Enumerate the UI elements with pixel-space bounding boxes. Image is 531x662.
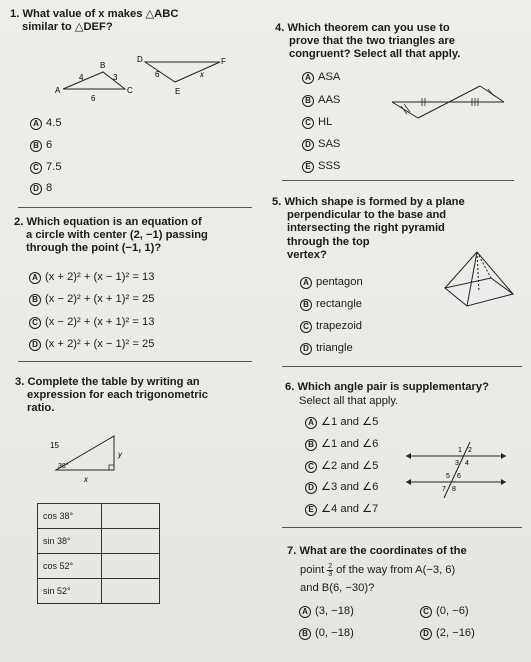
hypotenuse-label: 15 <box>50 441 59 450</box>
option-text: 8 <box>46 182 53 194</box>
angle-label-6: 6 <box>457 473 461 480</box>
question-4-option-c[interactable] <box>302 116 332 129</box>
divider <box>282 180 514 181</box>
angle-label-3: 3 <box>455 460 459 467</box>
vertex-label-a: A <box>55 86 61 95</box>
question-2-stem-line-2: a circle with center (2, −1) passing <box>26 229 208 242</box>
question-2-option-d[interactable] <box>29 338 154 351</box>
option-text: trapezoid <box>316 320 363 332</box>
question-3-stem-line-3: ratio. <box>27 402 55 415</box>
adjacent-label: x <box>84 475 88 484</box>
table-row-label: cos 38° <box>38 504 102 529</box>
option-text: ASA <box>318 71 341 83</box>
vertex-label-b: B <box>100 61 106 70</box>
answer-bubble[interactable]: B <box>30 140 42 152</box>
answer-bubble[interactable]: D <box>302 139 314 151</box>
option-text: rectangle <box>316 298 363 310</box>
option-text: (x + 2)² + (x − 1)² = 13 <box>45 271 155 283</box>
answer-cell[interactable] <box>102 529 160 554</box>
question-1-option-c[interactable] <box>30 161 62 174</box>
question-6-option-c[interactable] <box>305 460 378 473</box>
divider <box>18 207 252 208</box>
question-5-option-a[interactable] <box>300 276 363 289</box>
answer-bubble[interactable]: C <box>305 461 317 473</box>
option-text: (x + 2)² + (x − 1)² = 25 <box>45 338 155 350</box>
question-5-stem-line-3: intersecting the right pyramid <box>287 222 445 235</box>
answer-bubble[interactable]: C <box>302 117 314 129</box>
question-1 <box>10 8 178 34</box>
question-1-stem-line-1: What value of x makes △ABC <box>22 8 179 20</box>
question-5 <box>272 196 465 262</box>
option-text: (x − 2)² + (x + 1)² = 13 <box>45 316 155 328</box>
option-text: (3, −18) <box>315 605 354 617</box>
question-7-stem-line-1: What are the coordinates of the <box>299 545 467 557</box>
answer-bubble[interactable]: C <box>29 317 41 329</box>
option-text: HL <box>318 116 333 128</box>
question-4-number: 4. <box>275 22 285 34</box>
vertex-label-e: E <box>175 87 181 96</box>
question-5-option-d[interactable] <box>300 342 353 355</box>
arrow-head-icon <box>406 453 411 459</box>
angle-label: 38° <box>58 463 69 470</box>
option-text: 6 <box>46 139 53 151</box>
question-1-option-a[interactable] <box>30 117 62 130</box>
vertex-label-f: F <box>221 57 226 66</box>
question-7 <box>287 545 467 595</box>
fraction-numerator: 2 <box>328 563 333 571</box>
answer-bubble[interactable]: B <box>299 628 311 640</box>
question-4-option-e[interactable] <box>302 160 340 173</box>
question-4-option-a[interactable] <box>302 71 340 84</box>
option-text: ∠4 and ∠7 <box>321 503 379 515</box>
question-3-number: 3. <box>15 376 25 388</box>
option-text: ∠3 and ∠6 <box>321 481 379 493</box>
answer-bubble[interactable]: A <box>30 118 42 130</box>
question-1-number: 1. <box>10 8 20 20</box>
answer-bubble[interactable]: B <box>302 95 314 107</box>
table-row <box>38 554 160 579</box>
answer-bubble[interactable]: D <box>300 343 312 355</box>
question-4-option-b[interactable] <box>302 94 340 107</box>
question-1-option-d[interactable] <box>30 182 52 195</box>
answer-bubble[interactable]: D <box>420 628 432 640</box>
question-7-stem <box>287 545 467 558</box>
question-6-option-e[interactable] <box>305 503 378 516</box>
question-6-option-d[interactable] <box>305 481 378 494</box>
option-text: ∠2 and ∠5 <box>321 460 379 472</box>
question-1-stem <box>10 8 178 34</box>
question-6-option-b[interactable] <box>305 438 378 451</box>
answer-bubble[interactable]: D <box>29 339 41 351</box>
question-7-line-2-prefix: point <box>300 564 325 577</box>
question-6-transversal-figure <box>404 440 508 500</box>
side-label-ab: 4 <box>79 73 84 82</box>
answer-bubble[interactable]: A <box>302 72 314 84</box>
question-5-stem-line-4: through the top <box>287 235 370 248</box>
option-text: AAS <box>318 94 341 106</box>
question-1-stem-line-2: similar to △DEF? <box>22 21 113 34</box>
question-7-line-2-suffix: of the way from A(−3, 6) <box>336 564 456 577</box>
question-7-option-c[interactable] <box>420 605 469 618</box>
question-3-right-triangle-figure <box>44 434 124 490</box>
question-4-triangles-figure <box>388 84 508 128</box>
trig-ratio-table <box>37 503 160 604</box>
question-3 <box>15 376 208 416</box>
angle-label-5: 5 <box>446 473 450 480</box>
vertex-label-c: C <box>127 86 133 95</box>
angle-label-8: 8 <box>452 486 456 493</box>
question-1-option-b[interactable] <box>30 139 52 152</box>
question-3-stem-line-2: expression for each trigonometric <box>27 389 208 402</box>
question-4-stem-line-3: congruent? Select all that apply. <box>289 48 461 61</box>
answer-bubble[interactable]: D <box>305 482 317 494</box>
answer-bubble[interactable]: B <box>29 294 41 306</box>
divider <box>18 361 252 362</box>
angle-label-7: 7 <box>442 486 446 493</box>
question-7-option-d[interactable] <box>420 627 475 640</box>
answer-bubble[interactable]: B <box>300 299 312 311</box>
option-text: (2, −16) <box>436 627 475 639</box>
question-5-option-b[interactable] <box>300 298 362 311</box>
opposite-label: y <box>118 450 122 459</box>
question-2-stem-line-3: through the point (−1, 1)? <box>26 242 162 255</box>
question-6-stem-line-1: Which angle pair is supplementary? <box>297 381 489 393</box>
question-6-option-a[interactable] <box>305 416 378 429</box>
answer-bubble[interactable]: C <box>300 321 312 333</box>
question-2 <box>14 216 208 256</box>
question-7-line-2 <box>287 563 467 578</box>
question-4-stem <box>275 22 460 62</box>
question-5-pyramid-figure <box>443 250 517 310</box>
option-text: 4.5 <box>46 117 62 129</box>
option-text: ∠1 and ∠5 <box>321 416 379 428</box>
right-angle-mark <box>109 465 114 470</box>
question-7-option-a[interactable] <box>299 605 354 618</box>
answer-cell[interactable] <box>102 504 160 529</box>
question-6-stem <box>285 381 489 394</box>
question-5-stem-line-1: Which shape is formed by a plane <box>284 196 465 208</box>
question-4-option-d[interactable] <box>302 138 340 151</box>
question-2-option-a[interactable] <box>29 271 154 284</box>
answer-bubble[interactable]: B <box>305 439 317 451</box>
answer-cell[interactable] <box>102 554 160 579</box>
angle-label-2: 2 <box>468 447 472 454</box>
table-row <box>38 504 160 529</box>
angle-label-1: 1 <box>458 447 462 454</box>
question-7-number: 7. <box>287 545 297 557</box>
question-5-stem <box>272 196 465 262</box>
question-6 <box>285 381 489 408</box>
divider <box>282 527 522 528</box>
vertex-label-d: D <box>137 56 143 64</box>
answer-bubble[interactable]: A <box>305 417 317 429</box>
question-5-number: 5. <box>272 196 282 208</box>
arrow-head-icon <box>406 479 411 485</box>
question-4 <box>275 22 460 62</box>
option-text: SAS <box>318 138 341 150</box>
answer-bubble[interactable]: C <box>30 162 42 174</box>
divider <box>282 366 522 367</box>
question-2-stem-line-1: Which equation is an equation of <box>26 216 202 228</box>
question-2-option-c[interactable] <box>29 316 154 329</box>
option-text: (0, −6) <box>436 605 469 617</box>
answer-bubble[interactable]: D <box>30 183 42 195</box>
answer-cell[interactable] <box>102 579 160 604</box>
option-text: 7.5 <box>46 161 62 173</box>
option-text: triangle <box>316 342 353 354</box>
question-4-stem-line-2: prove that the two triangles are <box>289 35 455 48</box>
option-text: (0, −18) <box>315 627 354 639</box>
option-text: pentagon <box>316 276 363 288</box>
option-text: SSS <box>318 160 341 172</box>
question-2-option-b[interactable] <box>29 293 154 306</box>
question-5-stem-line-2: perpendicular to the base and <box>287 209 447 222</box>
answer-bubble[interactable]: E <box>302 161 314 173</box>
question-7-option-b[interactable] <box>299 627 354 640</box>
question-7-line-3: and B(6, −30)? <box>300 582 375 595</box>
table-row-label: sin 52° <box>38 579 102 604</box>
side-label-bc: 3 <box>113 73 118 82</box>
triangle-side <box>392 102 418 118</box>
arrow-head-icon <box>501 479 506 485</box>
side-label-de: 6 <box>155 70 160 79</box>
option-text: ∠1 and ∠6 <box>321 438 379 450</box>
table-row-label: sin 38° <box>38 529 102 554</box>
question-5-stem-line-5: vertex? <box>287 248 327 261</box>
answer-bubble[interactable]: A <box>300 277 312 289</box>
answer-bubble[interactable]: C <box>420 606 432 618</box>
fraction <box>327 563 333 578</box>
table-row <box>38 579 160 604</box>
question-6-number: 6. <box>285 381 295 393</box>
question-3-stem-line-1: Complete the table by writing an <box>27 376 200 388</box>
side-label-ac: 6 <box>91 94 96 103</box>
angle-label-4: 4 <box>465 460 469 467</box>
question-3-stem <box>15 376 208 416</box>
answer-bubble[interactable]: A <box>29 272 41 284</box>
question-6-instruction: Select all that apply. <box>299 395 399 408</box>
answer-bubble[interactable]: A <box>299 606 311 618</box>
option-text: (x − 2)² + (x + 1)² = 25 <box>45 293 155 305</box>
transversal-line <box>444 442 470 498</box>
question-2-stem <box>14 216 208 256</box>
table-row-label: cos 52° <box>38 554 102 579</box>
table-row <box>38 529 160 554</box>
answer-bubble[interactable]: E <box>305 504 317 516</box>
arrow-head-icon <box>501 453 506 459</box>
question-2-number: 2. <box>14 216 24 228</box>
question-4-stem-line-1: Which theorem can you use to <box>287 22 450 34</box>
question-5-option-c[interactable] <box>300 320 362 333</box>
fraction-denominator: 3 <box>328 571 333 579</box>
side-label-df: x <box>200 70 204 79</box>
question-1-triangles-figure <box>55 56 245 108</box>
